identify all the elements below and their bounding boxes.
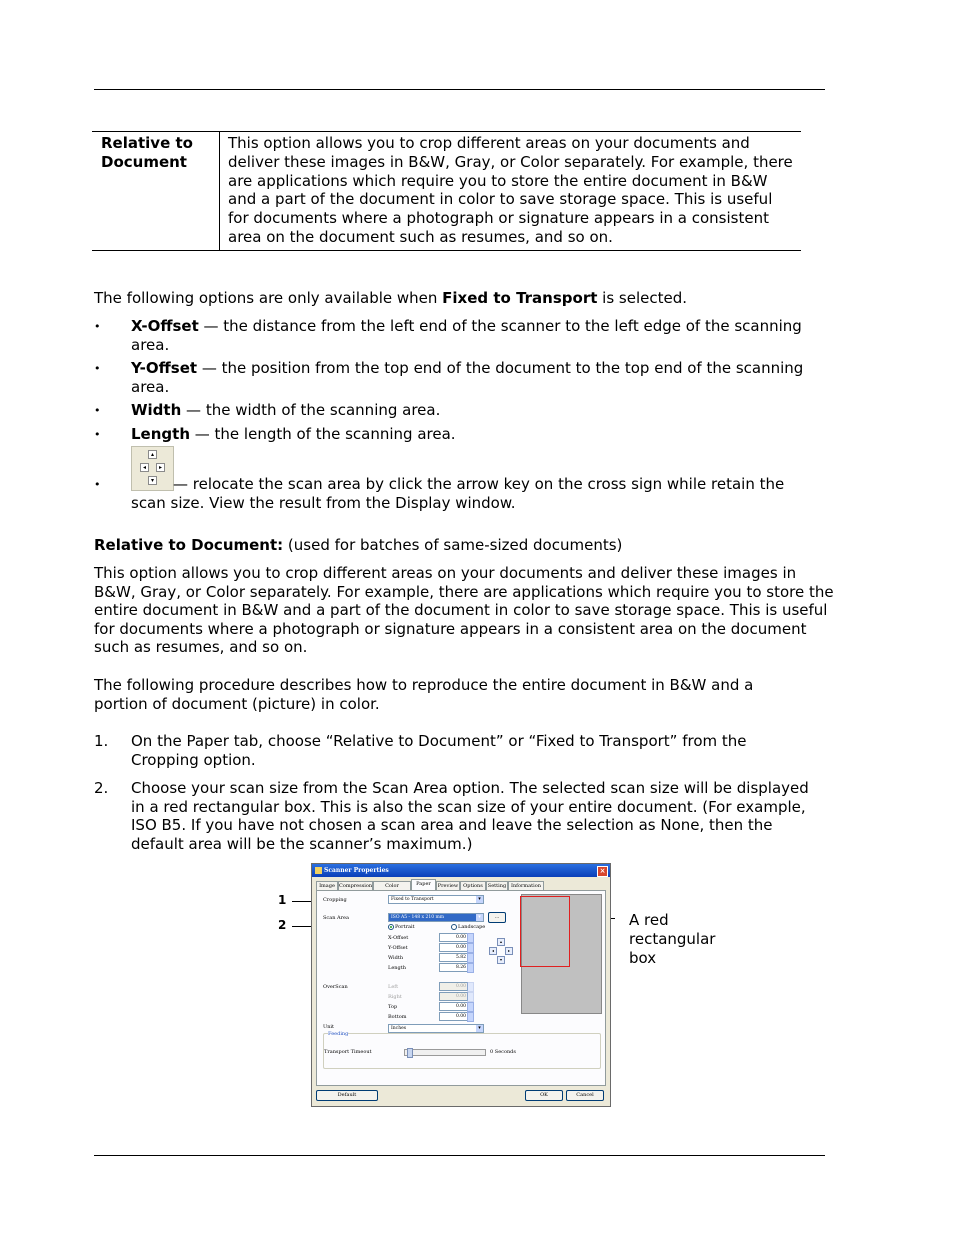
landscape-radio[interactable] [451,924,457,930]
field-label: Left [388,984,399,990]
red-box-callout-line1: A red [629,911,669,929]
intro-paragraph [94,289,687,308]
transport-timeout-slider[interactable] [404,1049,486,1056]
x-offset-input[interactable]: 0.00 [439,933,468,942]
bullet-y-offset [131,359,821,396]
spin-arrows-icon[interactable] [467,943,474,953]
intro-bold: Fixed to Transport [442,289,598,307]
step-number: 1. [94,732,109,750]
tab-image[interactable]: Image [316,881,338,890]
callout-2: 2 [278,918,287,932]
scan-area-label: Scan Area [323,915,349,921]
spin-arrows-icon[interactable] [467,1012,474,1022]
bullet-text: — the distance from the left end of the scanner to the left edge of the scanning area. [131,317,802,354]
bullet-dot: • [94,478,101,491]
paper-panel [316,890,606,1086]
length-input[interactable]: 8.26 [439,963,468,972]
overscan-left-input[interactable]: 0.00 [439,982,468,991]
section-heading-bold: Relative to Document: [94,536,284,554]
cropping-value: Fixed to Transport [391,897,434,902]
transport-timeout-label: Transport Timeout [324,1049,372,1055]
scan-area-value: ISO A5 - 148 x 210 mm [391,915,445,920]
tab-setting[interactable]: Setting [487,883,507,889]
header-rule [94,89,825,90]
slider-thumb[interactable] [407,1048,413,1058]
bullet-dot: • [94,362,101,375]
field-label: Y-Offset [388,945,408,951]
overscan-right-input[interactable]: 0.00 [439,992,468,1001]
red-scan-box [520,896,570,967]
step-1: On the Paper tab, choose “Relative to Document” or “Fixed to Transport” from the Cropping option. [131,732,747,769]
cross-bullet-line1: — relocate the scan area by click the arrow key on the cross sign while retain the [173,475,785,493]
section-heading [94,536,622,555]
bullet-term: X-Offset [131,317,199,335]
tab-compression[interactable]: Compression [339,883,373,889]
step-2: Choose your scan size from the Scan Area option. The selected scan size will be displayed in a red rectangular box. This is also the scan size of your entire document. (For example, ISO B5. If you have not chosen a scan area and leave the selection as None, then the default area will be the scanner’s maximum.) [131,779,809,853]
unit-value: Inches [391,1026,407,1031]
field-label: Right [388,994,402,1000]
red-box-callout [629,911,715,968]
chevron-down-icon: ▾ [476,1025,483,1032]
overscan-label: OverScan [323,984,348,990]
bullet-term: Width [131,401,182,419]
table-text: This option allows you to crop different areas on your documents and deliver these images in B&W, Gray, or Color separately. For example, there are applications which require you to store the entire document in B&W and a part of the document in color to save storage space. This is useful for documents where a photograph or signature appears in a consistent area on the document such as resumes, and so on. [228,134,793,246]
cross-bullet-line2: scan size. View the result from the Display window. [131,494,516,512]
definition-table [92,131,801,251]
section-heading-note: (used for batches of same-sized documents) [283,536,623,554]
tab-color-dropout[interactable]: Color [373,881,411,890]
cross-arrow-icon: ▴ ◂ ▸ ▾ [131,446,174,491]
spin-arrows-icon[interactable] [467,1002,474,1012]
spin-arrows-icon[interactable] [467,982,474,992]
spin-arrows-icon[interactable] [467,963,474,973]
field-label: Top [388,1004,398,1010]
transport-timeout-value: 0 Seconds [490,1049,516,1055]
bullet-term: Y-Offset [131,359,198,377]
tab-preview[interactable]: Preview [437,883,459,889]
bullet-dot: • [94,428,101,441]
unit-label: Unit [323,1024,335,1030]
intro-suffix: is selected. [597,289,687,307]
width-input[interactable]: 5.82 [439,953,468,962]
app-icon [315,867,322,874]
step-number: 2. [94,779,109,797]
dialog-titlebar [312,864,610,877]
table-header: Relative to Document [101,134,193,171]
y-offset-input[interactable]: 0.00 [439,943,468,952]
bullet-width [131,401,821,420]
ok-button[interactable]: OK [525,1090,563,1101]
cross-arrow-icon[interactable]: ▴ ◂ ▸ ▾ [487,938,513,964]
bullet-dot: • [94,320,101,333]
red-box-callout-line3: box [629,949,657,967]
dialog-title: Scanner Properties [324,867,389,874]
bullet-x-offset [131,317,821,354]
scanner-properties-dialog [311,863,611,1107]
bullet-text: — the position from the top end of the document to the top end of the scanning area. [131,359,804,396]
section-paragraph-2: The following procedure describes how to reproduce the entire document in B&W and a portion of document (picture) in color. [94,676,754,713]
tab-information[interactable]: Information [508,881,544,890]
spin-arrows-icon[interactable] [467,992,474,1002]
field-label: X-Offset [388,935,409,941]
section-paragraph-1: This option allows you to crop different areas on your documents and deliver these images in B&W, Gray, or Color separately. For example, there are applications which require you to store the entire document in B&W and a part of the document in color to save storage space. This is useful for documents where a photograph or signature appears in a consistent area on the document such as resumes, and so on. [94,564,834,656]
red-box-callout-line2: rectangular [629,930,716,948]
bullet-text: — the width of the scanning area. [181,401,441,419]
bullet-term: Length [131,425,190,443]
cropping-label: Cropping [323,897,347,903]
tab-options[interactable]: Options [460,881,486,890]
bullet-length [131,425,821,444]
spin-arrows-icon[interactable] [467,953,474,963]
portrait-radio[interactable] [388,924,394,930]
tab-paper[interactable]: Paper [411,879,436,890]
footer-rule [94,1155,825,1156]
field-label: Length [388,965,406,971]
overscan-top-input[interactable]: 0.00 [439,1002,468,1011]
overscan-bottom-input[interactable]: 0.00 [439,1012,468,1021]
field-label: Bottom [388,1014,407,1020]
chevron-down-icon: ▾ [476,896,483,903]
close-icon[interactable]: × [597,866,608,877]
unit-select[interactable] [388,1024,484,1033]
chevron-down-icon: ▾ [476,914,483,921]
bullet-text: — the length of the scanning area. [190,425,456,443]
scan-area-select[interactable] [388,913,484,922]
default-button[interactable]: Default [316,1090,378,1101]
spin-arrows-icon[interactable] [467,933,474,943]
feeding-group [323,1033,601,1069]
scan-area-more-button[interactable]: ... [488,912,506,923]
landscape-label: Landscape [458,924,486,930]
feeding-label: Feeding [328,1031,349,1037]
field-label: Width [388,955,404,961]
table-header-cell [92,132,220,250]
cropping-select[interactable] [388,895,484,904]
callout-1: 1 [278,893,287,907]
portrait-label: Portrait [395,924,415,930]
cancel-button[interactable]: Cancel [566,1090,604,1101]
bullet-dot: • [94,404,101,417]
intro-prefix: The following options are only available when [94,289,443,307]
